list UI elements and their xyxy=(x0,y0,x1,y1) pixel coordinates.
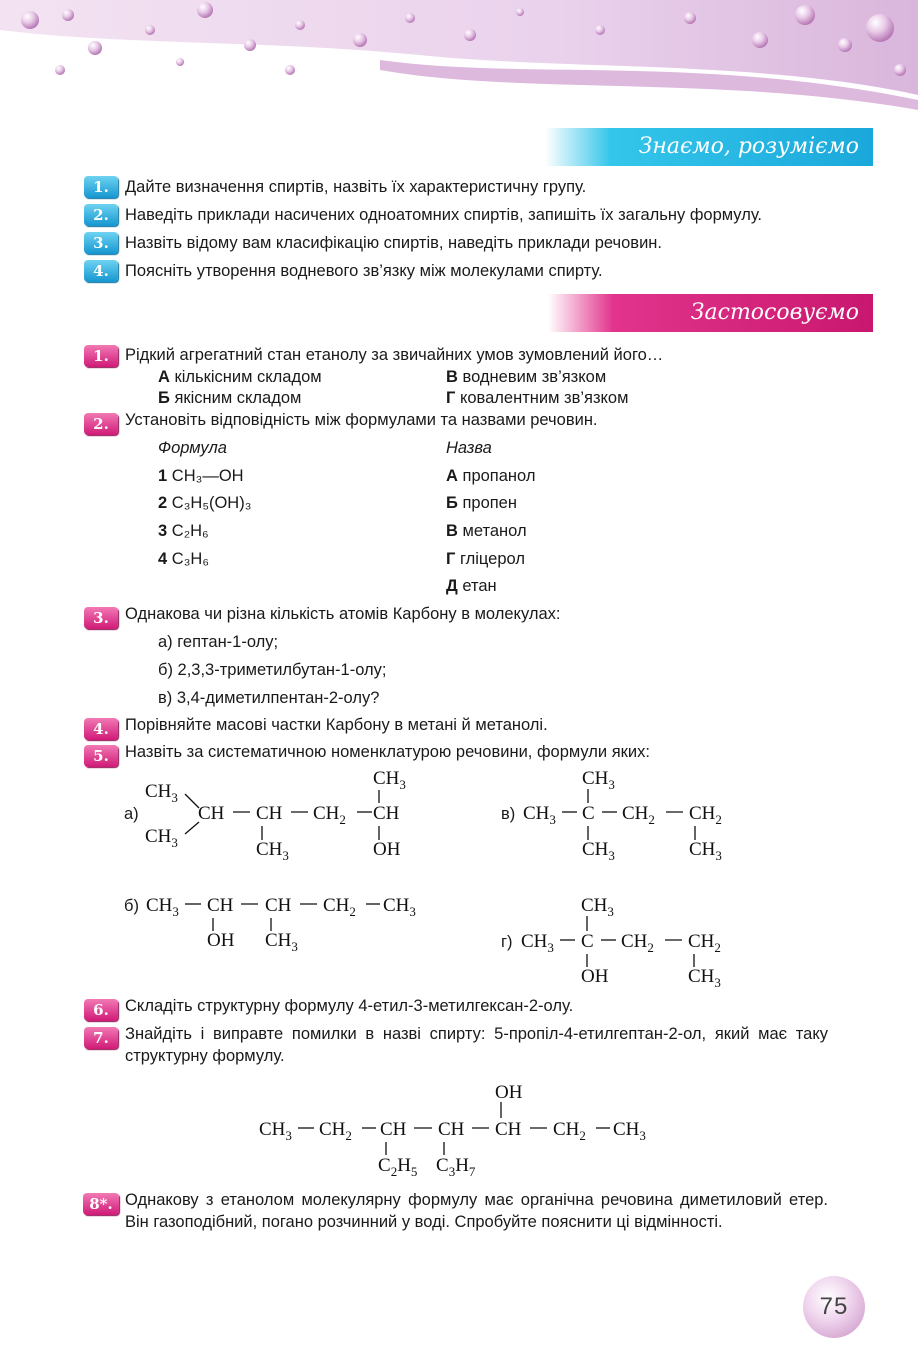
formula-g xyxy=(521,895,721,990)
formula-text: C₃H₆ xyxy=(171,550,209,568)
svg-text:CH: CH xyxy=(438,1119,465,1140)
formula-a xyxy=(145,768,406,863)
formula-number: 2 xyxy=(158,494,168,512)
svg-text:CH3: $CH_3$ xyxy=(259,1119,292,1143)
question-number: 5. xyxy=(84,745,118,767)
svg-text:C3H7: $C_3H_7$ xyxy=(436,1155,476,1179)
name-text: пропен xyxy=(462,494,517,512)
question-number: 1. xyxy=(84,176,118,198)
section-banner-apply: Застосовуємо xyxy=(548,294,873,332)
svg-text:CH3: $CH_3$ xyxy=(383,895,416,919)
option-letter: Г xyxy=(446,389,456,407)
question-text: Установіть відповідність між формулами та назвами речовин. xyxy=(125,411,598,429)
formula-q7 xyxy=(259,1082,646,1179)
name-letter: Б xyxy=(446,494,458,512)
svg-text:CH2: $CH_2$ xyxy=(313,803,346,827)
svg-text:CH3: $CH_3$ xyxy=(145,781,178,805)
question-text: Порівняйте масові частки Карбону в метані й метанолі. xyxy=(125,716,548,734)
svg-text:CH3: $CH_3$ xyxy=(523,803,556,827)
formula-v xyxy=(523,768,722,863)
question-text: Назвіть відому вам класифікацію спиртів, наведіть приклади речовин. xyxy=(125,234,662,252)
svg-text:CH: CH xyxy=(373,803,400,824)
svg-text:C2H5: $C_2H_5$ xyxy=(378,1155,418,1179)
formula-label-g: г) xyxy=(501,933,513,951)
svg-text:CH3: $CH_3$ xyxy=(688,966,721,990)
formula-number: 1 xyxy=(158,467,168,485)
question-text: Назвіть за систематичною номенклатурою речовини, формули яких: xyxy=(125,743,650,761)
formula-b xyxy=(146,895,416,954)
svg-text:CH: CH xyxy=(198,803,225,824)
question-number: 2. xyxy=(84,413,118,435)
formula-text: C₃H₅(OH)₃ xyxy=(171,494,252,512)
svg-text:CH3: $CH_3$ xyxy=(582,839,615,863)
svg-text:CH3: $CH_3$ xyxy=(521,931,554,955)
name-letter: А xyxy=(446,467,458,485)
page-number: 75 xyxy=(803,1276,865,1338)
question-number: 3. xyxy=(84,232,118,254)
name-text: етан xyxy=(462,577,497,595)
svg-text:CH3: $CH_3$ xyxy=(581,895,614,919)
option-letter: А xyxy=(158,368,170,386)
svg-text:CH2: $CH_2$ xyxy=(553,1119,586,1143)
question-number: 3. xyxy=(84,607,118,629)
formula-text: CH₃—OH xyxy=(171,467,244,485)
column-header-name: Назва xyxy=(446,439,492,457)
svg-text:CH3: $CH_3$ xyxy=(689,839,722,863)
option-letter: В xyxy=(446,368,458,386)
svg-text:CH: CH xyxy=(380,1119,407,1140)
question-text: Однакову з етанолом молекулярну формулу має органічна речовина диметиловий етер. Він газоподібний, погано розчинний у воді. Спробуйте пояснити ці відмінності. xyxy=(125,1191,828,1231)
option-text: якісним складом xyxy=(174,389,302,407)
option-text: кількісним складом xyxy=(174,368,322,386)
question-text: Рідкий агрегатний стан етанолу за звичайних умов зумовлений його… xyxy=(125,346,664,364)
svg-text:CH2: $CH_2$ xyxy=(621,931,654,955)
formula-number: 4 xyxy=(158,550,168,568)
svg-text:CH2: $CH_2$ xyxy=(689,803,722,827)
option-text: водневим зв’язком xyxy=(462,368,607,386)
section-banner-know: Знаємо, розуміємо xyxy=(545,128,873,166)
question-number: 4. xyxy=(84,260,118,282)
question-number: 7. xyxy=(84,1027,118,1049)
name-text: гліцерол xyxy=(459,550,525,568)
question-text: Наведіть приклади насичених одноатомних спиртів, запишіть їх загальну формулу. xyxy=(125,206,762,224)
svg-text:OH: OH xyxy=(207,930,235,951)
formula-label-b: б) xyxy=(124,897,139,915)
formula-text: C₂H₆ xyxy=(171,522,209,540)
name-letter: Д xyxy=(446,577,458,595)
svg-text:CH2: $CH_2$ xyxy=(319,1119,352,1143)
column-header-formula: Формула xyxy=(158,439,227,457)
question-text: Поясніть утворення водневого зв’язку між молекулами спирту. xyxy=(125,262,603,280)
name-letter: Г xyxy=(446,550,456,568)
svg-text:OH: OH xyxy=(581,966,609,987)
svg-text:OH: OH xyxy=(373,839,401,860)
name-letter: В xyxy=(446,522,458,540)
svg-text:CH3: $CH_3$ xyxy=(256,839,289,863)
question-number: 6. xyxy=(84,999,118,1021)
svg-text:C: C xyxy=(581,931,594,952)
svg-text:CH2: $CH_2$ xyxy=(622,803,655,827)
svg-text:CH: CH xyxy=(495,1119,522,1140)
name-text: метанол xyxy=(462,522,527,540)
option-text: ковалентним зв’язком xyxy=(459,389,629,407)
svg-text:CH2: $CH_2$ xyxy=(323,895,356,919)
question-number: 2. xyxy=(84,204,118,226)
svg-text:CH: CH xyxy=(256,803,283,824)
formula-label-a: а) xyxy=(124,805,139,823)
question-number: 4. xyxy=(84,718,118,740)
svg-text:CH3: $CH_3$ xyxy=(145,826,178,850)
question-text: Дайте визначення спиртів, назвіть їх характеристичну групу. xyxy=(125,178,587,196)
svg-text:CH3: $CH_3$ xyxy=(613,1119,646,1143)
name-text: пропанол xyxy=(462,467,536,485)
formula-label-v: в) xyxy=(501,805,516,823)
formula-number: 3 xyxy=(158,522,168,540)
svg-text:C: C xyxy=(582,803,595,824)
svg-text:CH3: $CH_3$ xyxy=(373,768,406,792)
question-text: Знайдіть і виправте помилки в назві спирту: 5-пропіл-4-етилгептан-2-ол, який має таку структурну формулу. xyxy=(125,1025,828,1065)
svg-text:CH3: $CH_3$ xyxy=(146,895,179,919)
svg-text:OH: OH xyxy=(495,1082,523,1103)
svg-text:CH: CH xyxy=(265,895,292,916)
svg-text:CH3: $CH_3$ xyxy=(265,930,298,954)
sub-item: в) 3,4-диметилпентан-2-олу? xyxy=(158,689,380,707)
question-text: Складіть структурну формулу 4-етил-3-метилгексан-2-олу. xyxy=(125,997,574,1015)
option-letter: Б xyxy=(158,389,170,407)
svg-text:CH: CH xyxy=(207,895,234,916)
question-number: 8*. xyxy=(83,1193,119,1215)
svg-text:CH3: $CH_3$ xyxy=(582,768,615,792)
svg-text:CH2: $CH_2$ xyxy=(688,931,721,955)
sub-item: а) гептан-1-олу; xyxy=(158,633,279,651)
sub-item: б) 2,3,3-триметилбутан-1-олу; xyxy=(158,661,387,679)
question-number: 1. xyxy=(84,345,118,367)
question-text: Однакова чи різна кількість атомів Карбону в молекулах: xyxy=(125,605,561,623)
